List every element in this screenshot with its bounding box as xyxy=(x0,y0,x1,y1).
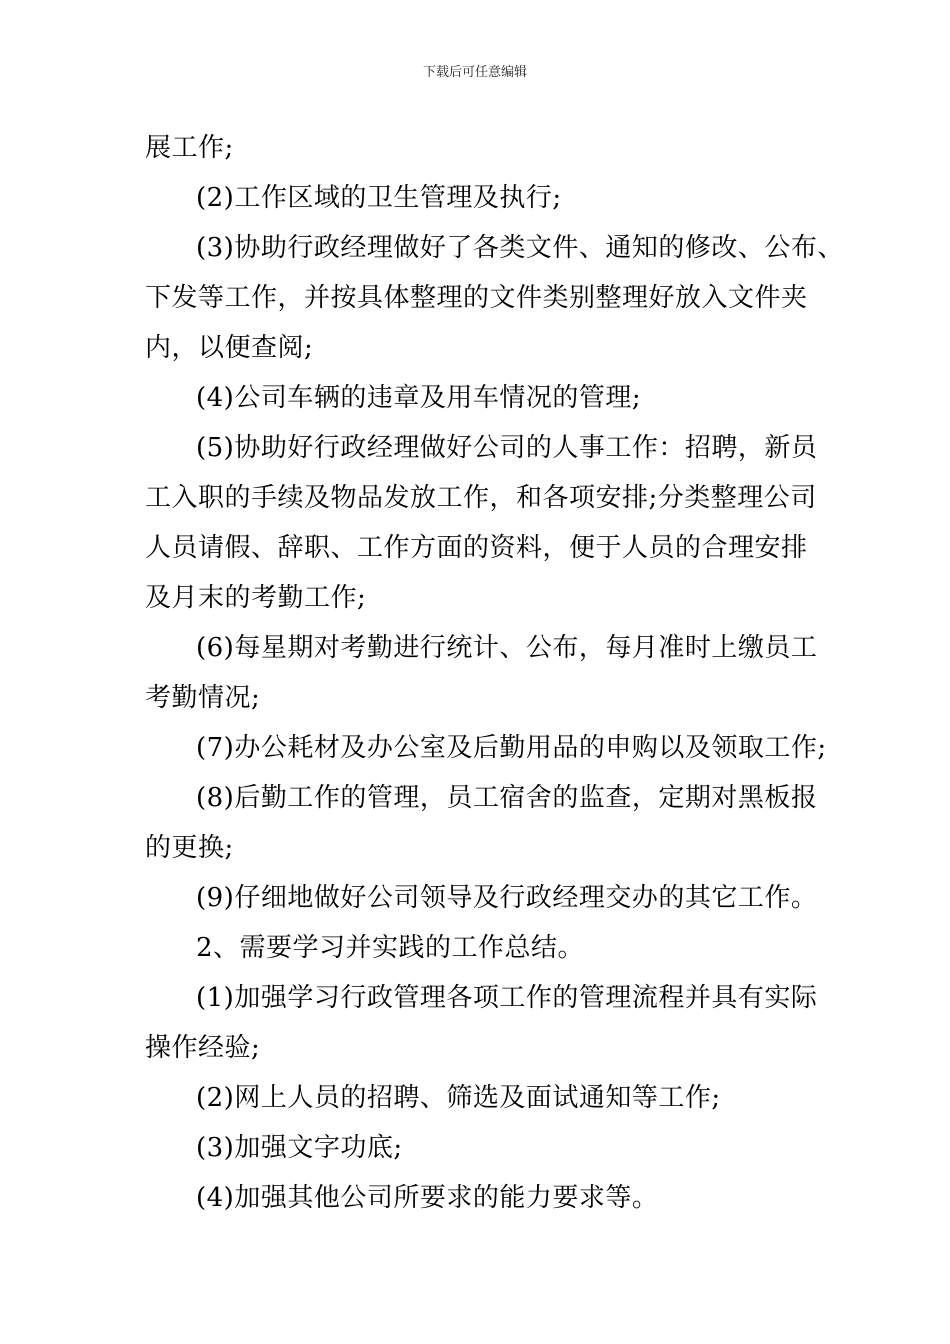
text-line: 下发等工作，并按具体整理的文件类别整理好放入文件夹 xyxy=(145,283,808,313)
text-line: (4)公司车辆的违章及用车情况的管理; xyxy=(196,383,642,413)
page-header: 下载后可任意编辑 xyxy=(422,65,527,80)
text-line: (2)工作区域的卫生管理及执行; xyxy=(196,183,562,213)
text-line: (1)加强学习行政管理各项工作的管理流程并具有实际 xyxy=(196,983,818,1013)
text-line: 及月末的考勤工作; xyxy=(145,583,367,613)
text-line: 人员请假、辞职、工作方面的资料，便于人员的合理安排 xyxy=(145,533,808,563)
text-line: 工入职的手续及物品发放工作，和各项安排;分类整理公司 xyxy=(145,483,817,513)
text-line: 考勤情况; xyxy=(145,683,261,713)
text-line: (9)仔细地做好公司领导及行政经理交办的其它工作。 xyxy=(196,883,818,913)
text-line: (5)协助好行政经理做好公司的人事工作：招聘，新员 xyxy=(196,433,818,463)
text-line: 内，以便查阅; xyxy=(145,333,314,363)
text-line: (3)加强文字功底; xyxy=(196,1133,403,1163)
text-line: (6)每星期对考勤进行统计、公布，每月准时上缴员工 xyxy=(196,633,818,663)
text-line: (7)办公耗材及办公室及后勤用品的申购以及领取工作; xyxy=(196,733,827,763)
text-line: 操作经验; xyxy=(145,1033,261,1063)
text-line: 的更换; xyxy=(145,833,234,863)
section-heading: 2、需要学习并实践的工作总结。 xyxy=(196,933,585,963)
text-line: (3)协助行政经理做好了各类文件、通知的修改、公布、 xyxy=(196,233,844,263)
text-line: (2)网上人员的招聘、筛选及面试通知等工作; xyxy=(196,1083,721,1113)
text-line: 展工作; xyxy=(145,133,234,163)
text-line: (8)后勤工作的管理，员工宿舍的监查，定期对黑板报 xyxy=(196,783,818,813)
text-line: (4)加强其他公司所要求的能力要求等。 xyxy=(196,1183,659,1213)
